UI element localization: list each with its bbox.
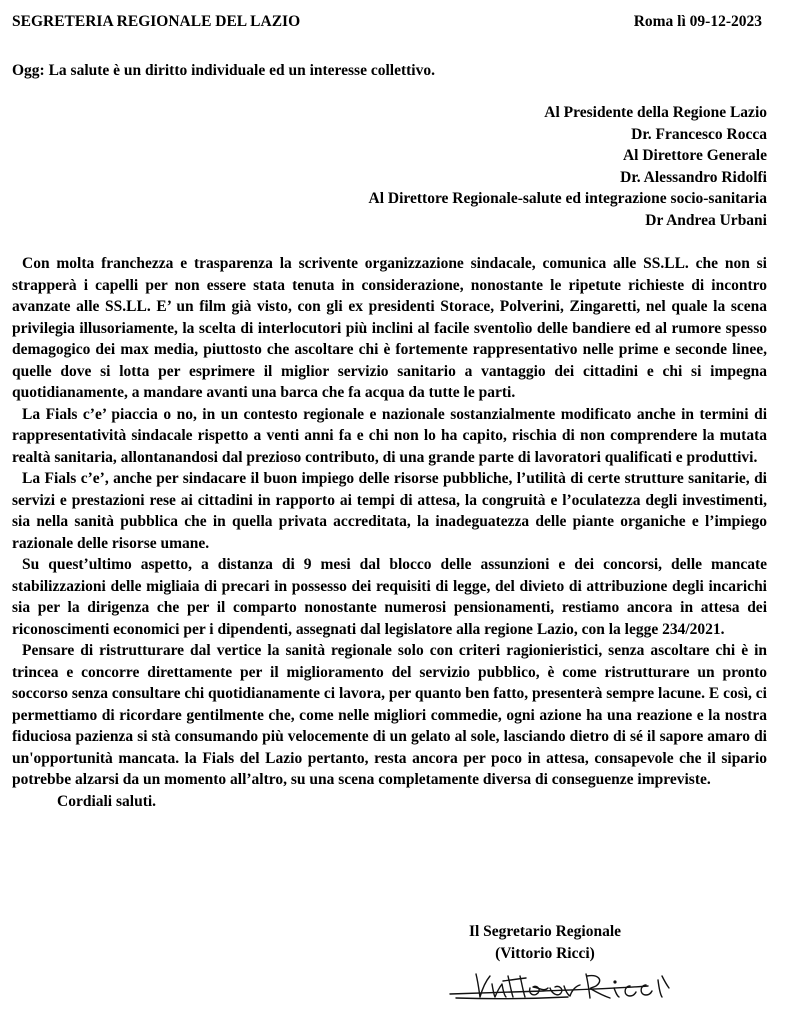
recipient-line: Al Direttore Generale [622, 147, 767, 164]
letter-subject: Ogg: La salute è un diritto individuale ed un interesse collettivo. [12, 62, 435, 79]
recipient-line: Dr. Alessandro Ridolfi [620, 168, 767, 186]
signatory-block [450, 921, 640, 965]
body-paragraph: La Fials c’e’ piaccia o no, in un contesto regionale e nazionale sostanzialmente modificato anche in termini di rappresentatività sindacale rispetto a venti anni fa e chi non lo ha capito, rischia di non comprendere la mutata realtà sanitaria, allontanandosi dal prezioso contributo, di una grande parte di lavoratori qualificati e produttivi. [12, 405, 767, 466]
signatory-title: Il Segretario Regionale [468, 923, 622, 940]
body-paragraph: Su quest’ultimo aspetto, a distanza di 9 mesi dal blocco delle assunzioni e dei concorsi, delle mancate stabilizzazioni delle migliaia di precari in possesso dei requisiti di legge, del divieto di attribuzione degli incarichi sia per la dirigenza che per il comparto nonostante numerosi pensionamenti, restiamo ancora in attesa dei riconoscimenti economici per i dipendenti, assegnati dal legislatore alla regione Lazio, con la legge 234/2021. [12, 556, 767, 638]
organization-name: SEGRETERIA REGIONALE DEL LAZIO [12, 13, 301, 30]
recipient-line: Dr Andrea Urbani [645, 211, 767, 229]
body-paragraph: Pensare di ristrutturare dal vertice la sanità regionale solo con criteri ragionieristici, senza ascoltare chi è in trincea e concorre direttamente per il miglioramento del servizio pubblico, è come ristrutturare un pronto soccorso senza consultare chi quotidianamente ci lavora, per quanto ben fatto, presenterà sempre lacune. E così, ci permettiamo di ricordare gentilmente che, come nelle migliori commedie, ogni azione ha una reazione e la nostra fiduciosa pazienza si stà consumando più velocemente di un gelato al sole, lasciando dietro di sé il sapore amaro di un'opportunità mancata. la Fials del Lazio pertanto, resta ancora per poco in attesa, consapevole che il sipario potrebbe alzarsi da un momento all’altro, su una scena completamente diversa di conseguenze impreviste. [12, 642, 767, 788]
signatory-name: (Vittorio Ricci) [495, 945, 595, 962]
body-paragraph: Con molta franchezza e trasparenza la scrivente organizzazione sindacale, comunica alle SS.LL. che non si strapperà i capelli per non essere stata tenuta in considerazione, nonostante le ripetute richieste di incontro avanzate alle SS.LL. E’ un film già visto, con gli ex presidenti Storace, Polverini, Zingaretti, nel quale la scena privilegia illusoriamente, la scelta di interlocutori più inclini al facile sventolìo delle bandiere ed al rumore spesso demagogico dei max media, piuttosto che ascoltare chi è fortemente rappresentativo nelle prime e seconde linee, quelle dove si lotta per esprimere il miglior servizio sanitario a vantaggio dei cittadini e chi si impegna quotidianamente, a mandare avanti una barca che fa acqua da tutte le parti. [12, 255, 767, 401]
letter-header [12, 12, 776, 32]
recipient-line: Al Direttore Regionale-salute ed integrazione socio-sanitaria [368, 190, 767, 207]
handwritten-signature-icon [448, 964, 688, 1016]
letter-date: Roma lì 09-12-2023 [633, 13, 762, 30]
recipient-line: Al Presidente della Regione Lazio [544, 104, 767, 121]
recipient-line: Dr. Francesco Rocca [631, 125, 767, 143]
letter-body [12, 253, 767, 812]
recipients-block [369, 102, 767, 231]
body-paragraph: La Fials c’e’, anche per sindacare il buon impiego delle risorse pubbliche, l’utilità di certe strutture sanitarie, di servizi e prestazioni rese ai cittadini in rapporto ai tempi di attesa, la congruità e l’oculatezza degli investimenti, sia nella sanità pubblica che in quella privata accreditata, la inadeguatezza delle piante organiche e l’impiego razionale delle risorse umane. [12, 470, 767, 552]
closing-salutation: Cordiali saluti. [57, 792, 157, 810]
